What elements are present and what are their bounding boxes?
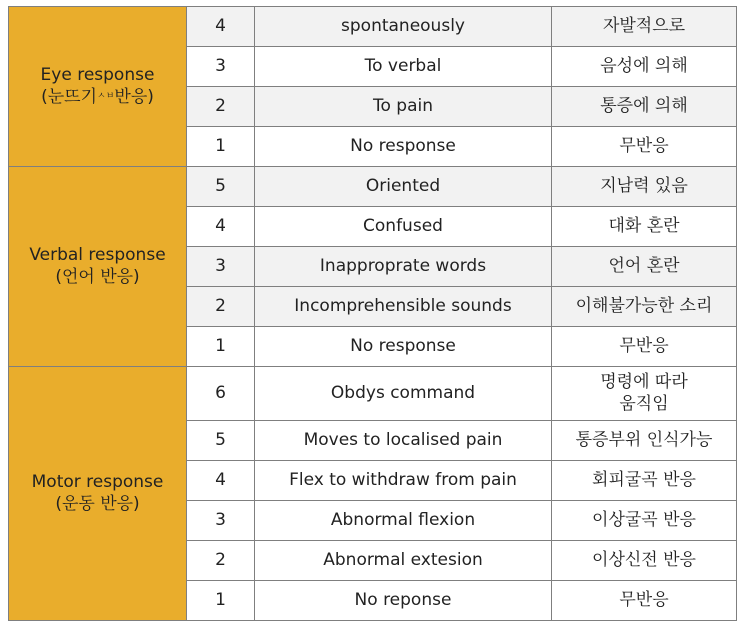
description-ko-cell: 자발적으로: [552, 7, 737, 47]
category-label-ko: (운동 반응): [55, 493, 140, 514]
description-ko-cell: 회피굴곡 반응: [552, 461, 737, 501]
description-en-cell: Confused: [255, 207, 552, 247]
description-ko-line: 명령에 따라: [600, 372, 688, 393]
description-en-cell: Moves to localised pain: [255, 421, 552, 461]
description-ko-cell: 이상굴곡 반응: [552, 501, 737, 541]
description-ko-cell: [552, 367, 737, 421]
score-cell: 1: [187, 327, 255, 367]
score-cell: 1: [187, 127, 255, 167]
score-cell: 5: [187, 421, 255, 461]
score-cell: 3: [187, 47, 255, 87]
score-cell: 3: [187, 247, 255, 287]
description-ko-cell: 이상신전 반응: [552, 541, 737, 581]
score-cell: 3: [187, 501, 255, 541]
description-en-cell: Abnormal extesion: [255, 541, 552, 581]
category-label-en: Eye response: [40, 65, 155, 86]
description-ko-cell: 무반응: [552, 581, 737, 621]
category-label-ko: (언어 반응): [55, 266, 140, 287]
description-ko-cell: 통증에 의해: [552, 87, 737, 127]
score-cell: 2: [187, 541, 255, 581]
category-eye-response: [9, 7, 187, 167]
description-en-cell: No response: [255, 127, 552, 167]
category-label-en: Motor response: [31, 472, 164, 493]
table-row: [9, 167, 737, 207]
score-cell: 2: [187, 87, 255, 127]
description-en-cell: Abnormal flexion: [255, 501, 552, 541]
description-en-cell: No reponse: [255, 581, 552, 621]
description-ko-cell: 음성에 의해: [552, 47, 737, 87]
description-ko-cell: 지남력 있음: [552, 167, 737, 207]
description-ko-cell: 이해불가능한 소리: [552, 287, 737, 327]
score-cell: 5: [187, 167, 255, 207]
description-ko-cell: 통증부위 인식가능: [552, 421, 737, 461]
description-en-cell: To verbal: [255, 47, 552, 87]
category-verbal-response: [9, 167, 187, 367]
description-ko-cell: 무반응: [552, 127, 737, 167]
category-label-en: Verbal response: [29, 245, 166, 266]
description-en-cell: Flex to withdraw from pain: [255, 461, 552, 501]
score-cell: 4: [187, 7, 255, 47]
table-row: [9, 367, 737, 421]
description-en-cell: To pain: [255, 87, 552, 127]
description-en-cell: spontaneously: [255, 7, 552, 47]
score-cell: 4: [187, 461, 255, 501]
glasgow-coma-scale-table: [8, 6, 737, 621]
category-motor-response: [9, 367, 187, 621]
score-cell: 2: [187, 287, 255, 327]
description-ko-cell: 언어 혼란: [552, 247, 737, 287]
description-en-cell: Obdys command: [255, 367, 552, 421]
description-ko-cell: 무반응: [552, 327, 737, 367]
description-en-cell: Incomprehensible sounds: [255, 287, 552, 327]
score-cell: 4: [187, 207, 255, 247]
table-row: [9, 7, 737, 47]
description-ko-cell: 대화 혼란: [552, 207, 737, 247]
description-en-cell: Inapproprate words: [255, 247, 552, 287]
description-ko-line: 움직임: [619, 393, 669, 414]
description-en-cell: No response: [255, 327, 552, 367]
score-cell: 1: [187, 581, 255, 621]
description-en-cell: Oriented: [255, 167, 552, 207]
score-cell: 6: [187, 367, 255, 421]
category-label-ko: (눈뜨기ㅅㅂ반응): [41, 86, 154, 107]
